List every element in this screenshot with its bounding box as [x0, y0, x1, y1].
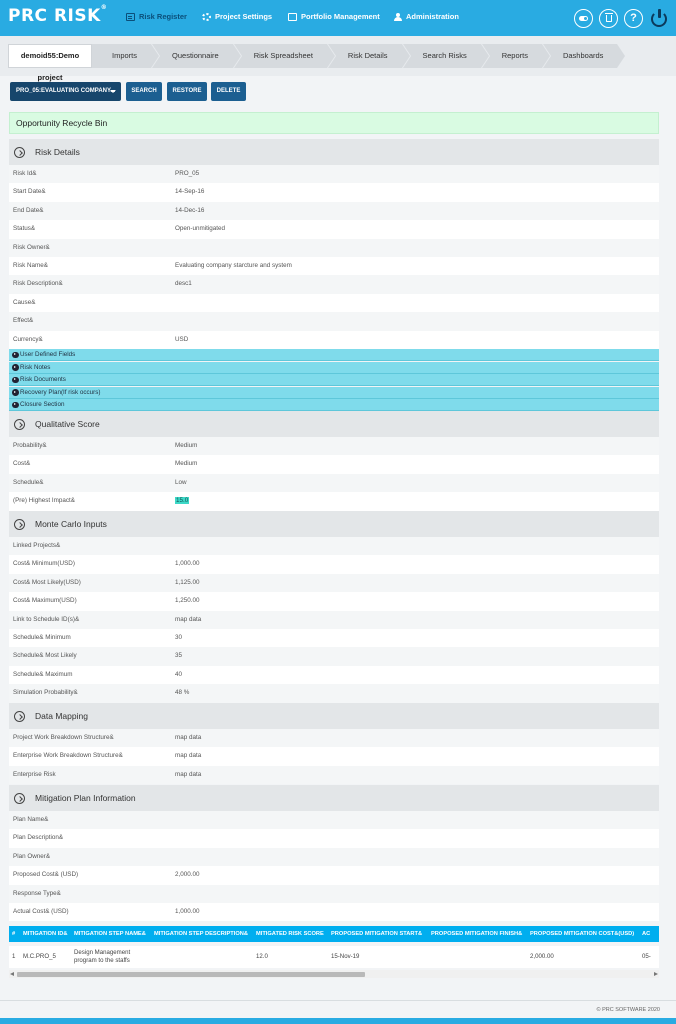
col-header-actual[interactable]: AC: [642, 931, 651, 937]
impact-score-badge: 15.0: [176, 497, 189, 505]
detail-row: End Date& 14-Dec-16: [9, 202, 659, 220]
nav-administration[interactable]: Administration: [393, 12, 459, 21]
detail-row: Linked Projects&: [9, 537, 659, 555]
play-icon: [12, 389, 19, 396]
detail-row: Risk Owner&: [9, 239, 659, 257]
logout-button[interactable]: [649, 8, 669, 28]
help-button[interactable]: [624, 9, 643, 28]
detail-row: Schedule& Maximum 40: [9, 666, 659, 684]
col-header-number[interactable]: #: [12, 931, 16, 937]
detail-row: Plan Name&: [9, 811, 659, 829]
gear-icon: [202, 13, 211, 21]
app-logo[interactable]: PRC RISK®: [8, 4, 108, 26]
detail-row: (Pre) Highest Impact& 15.0: [9, 492, 659, 510]
col-header-proposed-start[interactable]: PROPOSED MITIGATION START&: [331, 931, 423, 937]
section-mitigation-plan[interactable]: Mitigation Plan Information: [9, 785, 659, 811]
section-data-mapping[interactable]: Data Mapping: [9, 703, 659, 729]
tab-questionnaire[interactable]: Questionnaire: [152, 44, 233, 68]
footer: [0, 1000, 676, 1018]
detail-row: Enterprise Work Breakdown Structure& map data: [9, 747, 659, 765]
scrollbar-thumb[interactable]: [17, 972, 365, 977]
recycle-bin-button[interactable]: [599, 9, 618, 28]
section-risk-details[interactable]: Risk Details: [9, 139, 659, 165]
trash-icon: [606, 15, 612, 22]
detail-row: Cost& Minimum(USD) 1,000.00: [9, 555, 659, 573]
col-header-step-description[interactable]: MITIGATION STEP DESCRIPTION&: [154, 931, 248, 937]
folder-icon: [288, 13, 297, 21]
detail-row: Probability& Medium: [9, 437, 659, 455]
toggle-view-button[interactable]: [574, 9, 593, 28]
chevron-circle-icon: [14, 711, 25, 722]
detail-row: Cost& Medium: [9, 455, 659, 473]
section-monte-carlo-inputs[interactable]: Monte Carlo Inputs: [9, 511, 659, 537]
mitigation-table-header: [9, 926, 659, 942]
risk-select-dropdown[interactable]: PRO_05:EVALUATING COMPANY...: [10, 82, 121, 101]
module-tabs: [92, 44, 618, 68]
col-header-step-name[interactable]: MITIGATION STEP NAME&: [74, 931, 146, 937]
detail-row: Cause&: [9, 294, 659, 312]
nav-portfolio-management[interactable]: Portfolio Management: [288, 12, 380, 21]
section-qualitative-score[interactable]: Qualitative Score: [9, 411, 659, 437]
chevron-circle-icon: [14, 419, 25, 430]
tab-dashboards[interactable]: Dashboards: [543, 44, 617, 68]
collapsible-risk-notes[interactable]: Risk Notes: [9, 362, 659, 374]
detail-row: Cost& Most Likely(USD) 1,125.00: [9, 574, 659, 592]
scroll-left-icon[interactable]: [10, 972, 14, 976]
detail-row: Start Date& 14-Sep-16: [9, 183, 659, 201]
detail-row: Simulation Probability& 48 %: [9, 684, 659, 702]
chevron-circle-icon: [14, 147, 25, 158]
col-header-mitigated-score[interactable]: MITIGATED RISK SCORE: [256, 931, 324, 937]
collapsible-risk-documents[interactable]: Risk Documents: [9, 374, 659, 386]
collapsible-user-defined-fields[interactable]: User Defined Fields: [9, 349, 659, 361]
nav-project-settings[interactable]: Project Settings: [202, 12, 272, 21]
delete-button[interactable]: DELETE: [211, 82, 246, 101]
help-icon: ?: [630, 12, 637, 24]
table-row[interactable]: 1 M.C.PRO_5 Design Management program to the staffs 12.0 15-Nov-19 2,000.00 05-: [9, 946, 659, 968]
detail-row: Risk Id& PRO_05: [9, 165, 659, 183]
detail-row: Actual Cost& (USD) 1,000.00: [9, 903, 659, 921]
col-header-mitigation-id[interactable]: MITIGATION ID&: [23, 931, 68, 937]
detail-row: Schedule& Most Likely 35: [9, 647, 659, 665]
module-tab-strip: [0, 36, 676, 82]
user-icon: [393, 13, 402, 21]
search-button[interactable]: SEARCH: [126, 82, 162, 101]
detail-row: Schedule& Low: [9, 474, 659, 492]
detail-row: Enterprise Risk map data: [9, 766, 659, 784]
project-selector[interactable]: demoid55:Demo project: [8, 44, 92, 68]
restore-button[interactable]: RESTORE: [167, 82, 207, 101]
col-header-proposed-cost[interactable]: PROPOSED MITIGATION COST&(USD): [530, 931, 635, 937]
top-bar: [0, 0, 676, 36]
bottom-bar: [0, 1018, 676, 1024]
detail-row: Currency& USD: [9, 331, 659, 349]
detail-row: Risk Description& desc1: [9, 275, 659, 293]
detail-row: Response Type&: [9, 885, 659, 903]
tab-risk-details[interactable]: Risk Details: [328, 44, 402, 68]
toggle-icon: [579, 16, 588, 21]
collapsible-closure-section[interactable]: Closure Section: [9, 399, 659, 411]
tab-imports[interactable]: Imports: [92, 44, 151, 68]
page-title: Opportunity Recycle Bin: [9, 112, 659, 134]
detail-row: Risk Name& Evaluating company starcture and system: [9, 257, 659, 275]
detail-row: Plan Owner&: [9, 848, 659, 866]
detail-row: Effect&: [9, 312, 659, 330]
detail-row: Link to Schedule ID(s)& map data: [9, 611, 659, 629]
tab-reports[interactable]: Reports: [482, 44, 542, 68]
tab-search-risks[interactable]: Search Risks: [403, 44, 481, 68]
register-icon: [126, 13, 135, 21]
table-horizontal-scrollbar[interactable]: [9, 970, 659, 978]
tab-risk-spreadsheet[interactable]: Risk Spreadsheet: [234, 44, 327, 68]
play-icon: [12, 377, 19, 384]
collapsible-recovery-plan[interactable]: Recovery Plan(If risk occurs): [9, 387, 659, 399]
scroll-right-icon[interactable]: [654, 972, 658, 976]
chevron-circle-icon: [14, 793, 25, 804]
detail-row: Project Work Breakdown Structure& map data: [9, 729, 659, 747]
detail-row: Schedule& Minimum 30: [9, 629, 659, 647]
play-icon: [12, 352, 19, 359]
col-header-proposed-finish[interactable]: PROPOSED MITIGATION FINISH&: [431, 931, 523, 937]
play-icon: [12, 364, 19, 371]
copyright-text: © PRC SOFTWARE 2020: [596, 1007, 660, 1013]
detail-row: Cost& Maximum(USD) 1,250.00: [9, 592, 659, 610]
play-icon: [12, 402, 19, 409]
chevron-circle-icon: [14, 519, 25, 530]
detail-row: Proposed Cost& (USD) 2,000.00: [9, 866, 659, 884]
detail-row: Status& Open-unmitigated: [9, 220, 659, 238]
nav-risk-register[interactable]: Risk Register: [126, 12, 187, 21]
detail-row: Plan Description&: [9, 829, 659, 847]
